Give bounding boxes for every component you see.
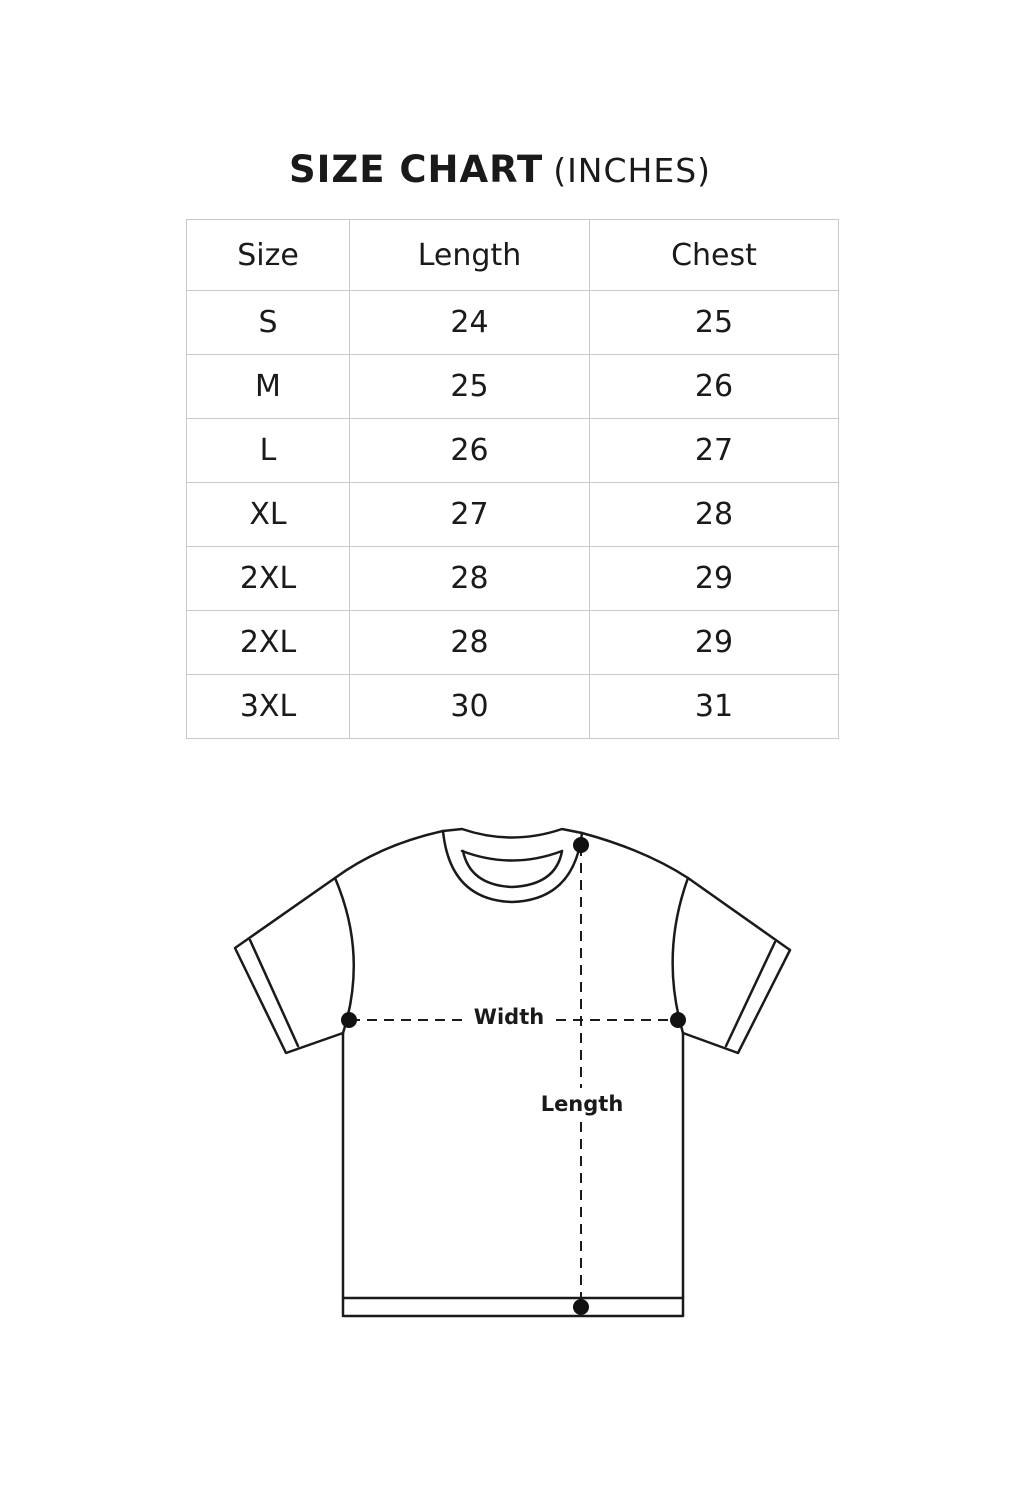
size-cell: XL — [187, 483, 350, 547]
measurement-dots — [341, 837, 686, 1315]
length-cell: 27 — [350, 483, 590, 547]
title-unit: (INCHES) — [553, 151, 712, 190]
column-header-chest: Chest — [590, 220, 839, 291]
chest-cell: 28 — [590, 483, 839, 547]
length-label: Length — [540, 1092, 624, 1116]
size-cell: S — [187, 291, 350, 355]
column-header-size: Size — [187, 220, 350, 291]
measure-point-right — [670, 1012, 686, 1028]
measure-point-bottom — [573, 1299, 589, 1315]
length-cell: 25 — [350, 355, 590, 419]
length-cell: 24 — [350, 291, 590, 355]
tshirt-outline-icon — [235, 829, 790, 1316]
length-cell: 26 — [350, 419, 590, 483]
column-header-length: Length — [350, 220, 590, 291]
size-cell: M — [187, 355, 350, 419]
title-main: SIZE CHART — [288, 148, 544, 191]
chest-cell: 26 — [590, 355, 839, 419]
chest-cell: 31 — [590, 675, 839, 739]
measurement-lines — [350, 846, 676, 1306]
width-label: Width — [473, 1005, 545, 1029]
size-cell: 3XL — [187, 675, 350, 739]
chest-cell: 29 — [590, 611, 839, 675]
size-cell: 2XL — [187, 611, 350, 675]
length-cell: 28 — [350, 611, 590, 675]
chest-cell: 29 — [590, 547, 839, 611]
length-cell: 28 — [350, 547, 590, 611]
size-cell: 2XL — [187, 547, 350, 611]
chest-cell: 27 — [590, 419, 839, 483]
chest-cell: 25 — [590, 291, 839, 355]
size-cell: L — [187, 419, 350, 483]
measure-point-top — [573, 837, 589, 853]
length-cell: 30 — [350, 675, 590, 739]
measure-point-left — [341, 1012, 357, 1028]
